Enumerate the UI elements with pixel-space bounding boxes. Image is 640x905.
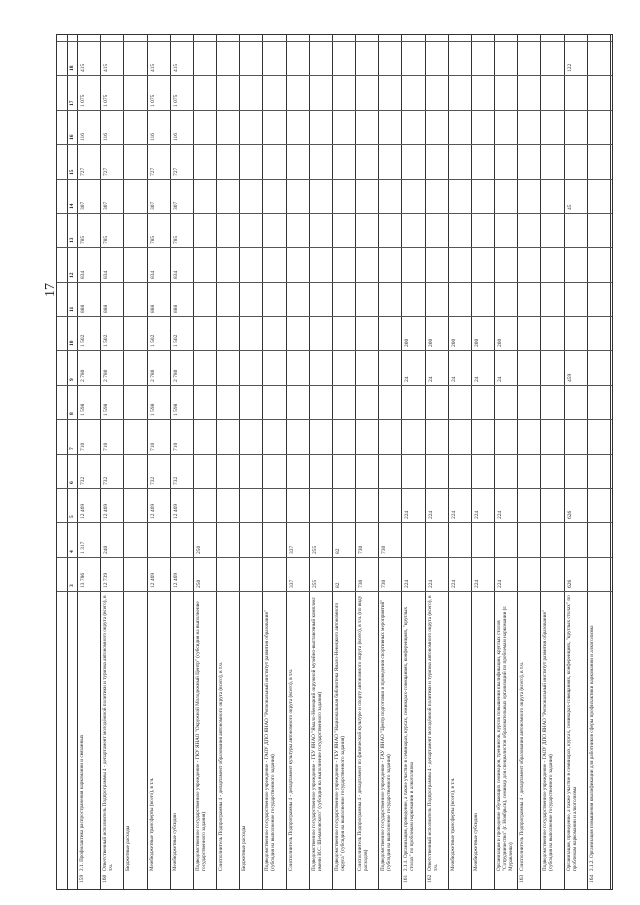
row-id: 164 — [588, 874, 595, 883]
cell-value: 1 317 — [80, 541, 86, 554]
column-header: 14 — [69, 203, 75, 209]
column-divider — [57, 522, 612, 523]
column-header: 7 — [69, 446, 75, 450]
cell-value: 415 — [149, 64, 156, 73]
cell-value: 24 — [427, 376, 434, 382]
cell-value: 224 — [497, 511, 504, 520]
cell-value: 250 — [195, 545, 202, 554]
column-header: 3 — [69, 584, 75, 587]
cell-value: 255 — [311, 579, 318, 588]
cell-value: 888 — [149, 304, 156, 313]
cell-value: 1 598 — [80, 403, 86, 417]
row-label: Подведомственное государственное учреждение - ГАУ ЯНАО "Центр подготовки и проведения спортивных мероприятий" (субсидия на выполнение государственного задания) — [380, 599, 393, 871]
cell-value: 732 — [172, 476, 179, 485]
cell-value: 1 502 — [103, 335, 110, 348]
row-divider — [425, 35, 426, 889]
column-divider — [57, 179, 612, 180]
cell-value: 727 — [103, 167, 110, 176]
column-header: 6 — [69, 481, 75, 484]
row-label: Межбюджетные трансферты (всего), в т.ч. — [148, 777, 155, 871]
column-divider — [57, 144, 612, 145]
cell-value: 12 469 — [172, 504, 179, 520]
column-divider — [57, 75, 612, 76]
row-divider — [355, 35, 356, 889]
row-divider — [147, 35, 148, 889]
row-divider — [448, 35, 449, 889]
cell-value: 200 — [497, 339, 504, 348]
row-label: Подведомственное государственное учреждение - ГАОУ ДПО ЯНАО "Региональный институт развития образования" (субсидия на выполнение государственного задания) — [264, 610, 277, 871]
row-divider — [216, 35, 217, 889]
cell-value: 710 — [80, 442, 86, 451]
cell-value: 888 — [80, 304, 86, 313]
cell-value: 224 — [404, 511, 411, 520]
column-header: 9 — [69, 378, 75, 381]
cell-value: 224 — [473, 579, 480, 588]
cell-value: 12 739 — [103, 572, 110, 588]
row-label: 2.1.1. Организация, проведение, а также участие в семинарах, курсах, семинарах-совещаниях, конференциях, "круглых столах" по проблемам наркомании и алкоголизма — [403, 606, 416, 871]
cell-value: 24 — [497, 376, 504, 382]
cell-value: 224 — [497, 579, 504, 588]
cell-value: 1 502 — [172, 335, 179, 348]
cell-value: 12 469 — [80, 504, 86, 520]
cell-value: 1 075 — [103, 94, 110, 107]
cell-value: 307 — [80, 201, 86, 210]
cell-value: 1 502 — [80, 335, 86, 348]
cell-value: 116 — [80, 133, 86, 142]
cell-value: 12 469 — [149, 572, 156, 588]
row-label: Бюджетные расходы — [125, 825, 132, 871]
cell-value: 732 — [80, 476, 86, 485]
cell-value: 12 469 — [149, 504, 156, 520]
row-divider — [309, 35, 310, 889]
cell-value: 626 — [566, 511, 573, 520]
cell-value: 785 — [172, 236, 179, 245]
cell-value: 834 — [149, 270, 156, 279]
row-id: 162 — [426, 874, 433, 883]
cell-value: 888 — [172, 304, 179, 313]
cell-value: 1 502 — [149, 335, 156, 348]
row-label: Межбюджетные субсидии — [171, 813, 178, 871]
column-header: 13 — [69, 237, 75, 244]
cell-value: 1 075 — [149, 94, 156, 107]
cell-value: 730 — [381, 579, 388, 588]
cell-value: 1 598 — [103, 403, 110, 417]
column-divider — [57, 350, 612, 351]
row-label: Ответственный исполнитель Подпрограммы 4 - департамент молодёжной политики и туризма автономного округа (всего), в т.ч. — [102, 595, 115, 871]
cell-value: 116 — [149, 133, 156, 142]
cell-value: 785 — [149, 236, 156, 245]
cell-value: 730 — [381, 545, 388, 554]
cell-value: 24 — [404, 376, 411, 382]
cell-value: 224 — [427, 511, 434, 520]
row-label: Подведомственное государственное учреждение - ГБУ ЯНАО "Национальная библиотека Ямало-Ненецкого автономного округа" (субсидия на выполнение государственного задания) — [333, 602, 346, 871]
cell-value: 224 — [450, 579, 457, 588]
cell-value: 2 780 — [80, 369, 86, 382]
cell-value: 224 — [404, 579, 411, 588]
cell-value: 834 — [80, 270, 86, 279]
row-label: Организация, проведение, а также участие в семинарах, курсах, семинарах-совещаниях, конференциях, "круглых столах" по проблемам наркомании и алкоголизма — [565, 595, 578, 871]
cell-value: 834 — [103, 270, 110, 279]
cell-value: 82 — [334, 548, 341, 554]
cell-value: 415 — [80, 64, 86, 73]
row-divider — [610, 35, 611, 889]
row-id: 159 — [79, 874, 85, 883]
cell-value: 626 — [566, 579, 573, 588]
cell-value: 785 — [103, 236, 110, 245]
column-divider — [57, 419, 612, 420]
column-divider — [57, 557, 612, 558]
cell-value: 200 — [450, 339, 457, 348]
cell-value: 307 — [172, 201, 179, 210]
row-label: 2.1.2. Организация повышения квалификации для работников сферы профилактики наркомании и алкоголизма — [588, 625, 595, 871]
cell-value: 307 — [103, 201, 110, 210]
row-label: Соисполнитель Подпрограммы 4 - департамент по физической культуре и спорту автономного округа (всего), в т.ч. (по виду расходов) — [357, 595, 370, 871]
column-header: 5 — [69, 515, 75, 519]
column-divider — [57, 41, 612, 42]
id-column-divider — [67, 35, 68, 889]
cell-value: 2 780 — [172, 369, 179, 382]
cell-value: 200 — [427, 339, 434, 348]
column-header: 18 — [69, 65, 75, 72]
row-label: Соисполнитель Подпрограммы 4 - департамент образования автономного округа (всего), в т.ч. — [519, 662, 526, 871]
column-header: 10 — [69, 340, 75, 347]
cell-value: 710 — [149, 442, 156, 451]
column-header: 15 — [69, 169, 75, 175]
cell-value: 732 — [103, 476, 110, 485]
column-header: 11 — [69, 306, 75, 312]
column-header: 16 — [69, 134, 75, 141]
cell-value: 116 — [103, 133, 110, 142]
column-divider — [57, 213, 612, 214]
row-label: Ответственный исполнитель Подпрограммы 4 - департамент молодёжной политики и туризма автономного округа (всего), в т.ч. — [426, 595, 439, 871]
column-divider — [57, 454, 612, 455]
row-divider — [471, 35, 472, 889]
cell-value: 730 — [358, 545, 365, 554]
row-divider — [587, 35, 588, 889]
cell-value: 200 — [404, 339, 411, 348]
cell-value: 1 075 — [172, 94, 179, 107]
cell-value: 255 — [311, 545, 318, 554]
row-label: Соисполнитель Подпрограммы 4 - департамент культуры автономного округа (всего), в т.ч. — [287, 668, 294, 871]
cell-value: 888 — [103, 304, 110, 313]
data-table — [56, 34, 613, 890]
column-divider — [57, 385, 612, 386]
cell-value: 337 — [288, 545, 295, 554]
row-divider — [193, 35, 194, 889]
row-divider — [564, 35, 565, 889]
cell-value: 730 — [358, 579, 365, 588]
cell-value: 785 — [80, 236, 86, 245]
cell-value: 224 — [450, 511, 457, 520]
row-divider — [170, 35, 171, 889]
row-label: 2.1. Профилактика распространения наркомании и связанных — [79, 734, 85, 871]
cell-value: 2 780 — [103, 369, 110, 382]
cell-value: 732 — [149, 476, 156, 485]
cell-value: 710 — [103, 442, 110, 451]
column-divider — [57, 488, 612, 489]
column-header: 12 — [69, 272, 75, 278]
cell-value: 459 — [566, 373, 573, 382]
row-label: Бюджетные расходы — [241, 825, 248, 871]
cell-value: 337 — [288, 579, 295, 588]
row-divider — [332, 35, 333, 889]
cell-value: 1 598 — [149, 403, 156, 417]
row-id: 160 — [102, 874, 109, 883]
cell-value: 12 469 — [103, 504, 110, 520]
row-label: Подведомственное государственное учреждение - ГБУ ЯНАО "Ямало-Ненецкий окружной музейно-выставочный комплекс имени И.С. Шемановского" (субсидия на выполнение государственного задания) — [310, 597, 323, 871]
row-id: 161 — [403, 874, 410, 883]
cell-value: 727 — [80, 167, 86, 176]
cell-value: 2 780 — [149, 369, 156, 382]
cell-value: 24 — [473, 376, 480, 382]
cell-value: 45 — [566, 204, 573, 210]
row-divider — [494, 35, 495, 889]
cell-value: 727 — [172, 167, 179, 176]
column-divider — [57, 247, 612, 248]
cell-value: 834 — [172, 270, 179, 279]
cell-value: 224 — [473, 511, 480, 520]
row-divider — [77, 35, 78, 889]
column-divider — [57, 110, 612, 111]
row-divider — [286, 35, 287, 889]
column-divider — [57, 316, 612, 317]
row-label: Подведомственное государственное учреждение - ГКУ ЯНАО "Окружной Молодежный Центр" (субсидия на выполнение государственного задания) — [194, 601, 207, 871]
cell-value: 307 — [149, 201, 156, 210]
cell-value: 224 — [427, 579, 434, 588]
row-label: Межбюджетные трансферты (всего), в т.ч. — [449, 777, 456, 871]
cell-value: 710 — [172, 442, 179, 451]
row-id: 163 — [519, 874, 526, 883]
cell-value: 1 075 — [80, 94, 86, 107]
cell-value: 82 — [334, 582, 341, 588]
row-label: Соисполнитель Подпрограммы 4 - департамент образования автономного округа (всего), в т.ч. — [218, 662, 225, 871]
cell-value: 200 — [473, 339, 480, 348]
cell-value: 13 786 — [80, 572, 86, 588]
cell-value: 24 — [450, 376, 457, 382]
cell-value: 12 469 — [172, 572, 179, 588]
column-divider — [57, 591, 612, 592]
cell-value: 727 — [149, 167, 156, 176]
column-header: 17 — [69, 100, 75, 106]
cell-value: 415 — [172, 64, 179, 73]
cell-value: 415 — [103, 64, 110, 73]
column-divider — [57, 282, 612, 283]
cell-value: 122 — [566, 64, 573, 73]
cell-value: 116 — [172, 133, 179, 142]
row-label: Межбюджетные субсидии — [472, 813, 479, 871]
cell-value: 250 — [195, 579, 202, 588]
page-number: 17 — [43, 283, 58, 297]
row-label: Подведомственное государственное учреждение - ГАОУ ДПО ЯНАО "Региональный институт развития образования" (субсидия на выполнение государственного задания) — [542, 610, 555, 871]
column-header: 8 — [69, 412, 75, 416]
cell-value: 240 — [103, 545, 110, 554]
cell-value: 1 598 — [172, 403, 179, 417]
column-header: 4 — [69, 549, 75, 553]
row-label: Организация и проведение обучающих семинаров, тренингов, курсов повышения квалификации, круглых столов "Сотрудничество" (г. Ноябрьск), семинар для специалистов образовательных организаций по проблемам наркомании (г. Муравленко) — [496, 605, 515, 871]
